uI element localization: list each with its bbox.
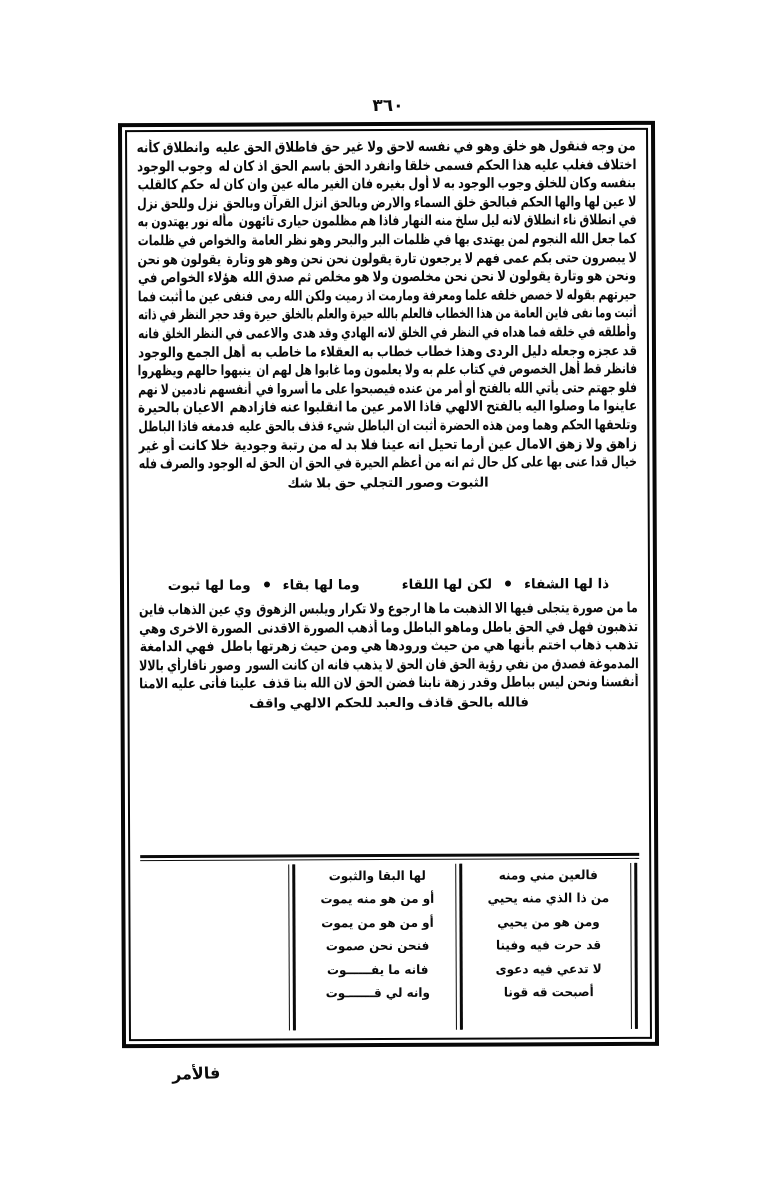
- prose-line-end: أهل الجمع والوجود: [138, 344, 246, 362]
- text-frame-border: [118, 121, 659, 1048]
- verse-couplet: [139, 574, 638, 596]
- prose-line: [138, 453, 637, 475]
- prose-line-start: ونحن هو وتارة يقولون لا نحن نحن مخلصون ولا هو مخلص ثم صدق الله: [243, 268, 637, 287]
- prose-line: [139, 674, 638, 696]
- prose-line-end: فدمغه فاذا الباطل: [138, 419, 235, 436]
- prose-line-end: فهي الدامغة: [139, 639, 215, 656]
- prose-line-end: الاعيان بالحيرة: [138, 400, 224, 417]
- prose-line-start: في انطلاق ناء انطلاق لانه ليل سلخ منه النهار فاذا هم مظلمون حيارى تائهون: [238, 212, 637, 231]
- table-cell: لها البقا والثبوت: [328, 867, 426, 884]
- prose-line-end: حيرة وقد حجر النظر في ذاته: [138, 307, 278, 324]
- table-cell: ومن هو من يحيي: [497, 913, 600, 930]
- verse-table-grid: [140, 863, 640, 1031]
- prose-line-start: فلو جهتم حتى يأتي الله بالفتح أو أمر من عنده فيصبحوا على ما أسروا في: [255, 380, 638, 398]
- prose-block-secondary: [139, 600, 638, 714]
- prose-line-start: وأطلقه في خلقه فما هداه في النظر في الخلق لانه الهادي وقد هدى: [293, 324, 637, 342]
- verse-separator-icon-2: [264, 582, 270, 588]
- prose-line-end: الحق له الوجود والصرف فله: [138, 456, 285, 473]
- verse-hemistich-1b: وما لها بقاء: [282, 577, 360, 594]
- prose-line-start: عاينوا ما وصلوا اليه بالفتح الالهي فاذا الامر عين ما انقلبوا عنه فازادهم: [229, 398, 638, 417]
- prose-line-start: ما من صورة يتجلى فيها الا الذهبت ما ها ارجوع ولا تكرار ويلبس الزهوق: [256, 600, 639, 618]
- prose-line-end: والخواص في ظلمات: [137, 233, 247, 250]
- table-rule-outer-right: [634, 863, 638, 1029]
- table-rule-mid-1: [459, 864, 463, 1030]
- prose-line-start: حيرتهم بقوله لا خصص خلقه علما ومعرفة ومارمت اذ رميت ولكن الله رمى: [257, 287, 637, 305]
- prose-line-start: أثبت وما نفى فاين العامة من هذا الخطاب فالعلم بالله حيرة والعلم بالخلق: [282, 305, 637, 324]
- folio-number: ٣٦٠: [372, 96, 404, 116]
- table-cell: من ذا الذي منه يحيي: [487, 890, 610, 906]
- verse-hemistich-2b: ذا لها الشفاء: [524, 576, 610, 593]
- prose-line-end: علينا فأتى عليه الامنا: [139, 676, 257, 693]
- prose-line-start: تذهب ذهاب اختم بأنها هي من حيث ورودها هي ومن حيث زهرتها باطل: [220, 637, 639, 656]
- prose-line-centered: الثبوت وصور التجلي حق بلا شك: [287, 475, 489, 492]
- prose-line-end: وصور نافارأي بالالا: [139, 657, 241, 675]
- prose-line-end: والاعمى في النظر الخلق فانه: [138, 325, 289, 343]
- prose-line-start: زاهق ولا زهق الامال عين أرما تحيل انه عينا فلا بد له من رتبة وجودية: [234, 435, 638, 454]
- table-cell: أصبحت قه قونا: [503, 984, 594, 1000]
- prose-line-start: اختلاف فغلب عليه هذا الحكم فسمى خلقا وانفرد الحق باسم الحق اذ كان له: [218, 157, 637, 175]
- prose-line-end: وانطلاق كأنه: [137, 140, 211, 157]
- table-cell: قد حرت فيه وفينا: [495, 937, 602, 953]
- prose-line-start: تذهبون فهل في الحق باطل وماهو الباطل وما أذهب الصورة الاقدنى: [257, 619, 639, 637]
- prose-line-start: المدموغة فصدق من نفي رؤية الحق فان الحق لا يذهب فانه ان كانت السور: [245, 656, 639, 674]
- prose-line-end: فنفى عين ما أثبت فما: [137, 288, 253, 306]
- prose-line-end: أنفسهم نادمين لا نهم: [138, 381, 252, 399]
- verse-table: [140, 853, 640, 1031]
- table-cell: فنحن نحن صموت: [325, 937, 430, 954]
- catchword: فالأمر: [171, 1063, 221, 1084]
- prose-line-end: يقولون هو نحن: [137, 251, 222, 269]
- table-rule-mid-2: [292, 864, 296, 1030]
- prose-line-start: أنفسنا ونحن ليس بباطل وقدر زهة نابنا فضن الحق لان الله بنا قذف: [262, 674, 639, 693]
- prose-block-primary: [137, 138, 638, 494]
- prose-line-centered: فالله بالحق قاذف والعبد للحكم الالهي واقف: [249, 695, 529, 712]
- prose-line-end: هؤلاء الخواص في: [137, 270, 238, 287]
- prose-line-start: من وجه فنقول هو خلق وهو في نفسه لاحق ولا غير حق فاطلاق الحق عليه: [215, 138, 637, 157]
- prose-line-start: قد عجزه وجعله دليل الردى وهذا خطاب خطاب به العقلاء ما خاطب به: [250, 342, 638, 361]
- table-cell: أو من هو من يموت: [321, 914, 434, 931]
- prose-line-start: كما جعل الله النجوم لمن يهتدى بها في ظلمات البر والبحر وهو نظر العامة: [251, 231, 637, 249]
- verse-hemistich-1a: وما لها ثبوت: [167, 577, 251, 594]
- table-column-middle: [297, 864, 458, 1031]
- prose-line-start: بنفسه وكان للخلق وجوب الوجود به لا أول بغيره فان الغير ماله عين وان كان له: [209, 175, 637, 194]
- table-cell: فانه ما يفــــــوت: [326, 961, 429, 977]
- table-column-left-empty: [140, 864, 291, 1031]
- prose-line-end: ينبهوا حالهم ويظهروا: [138, 363, 252, 380]
- table-cell: فالعين مني ومنه: [498, 867, 598, 883]
- prose-line-end: الصورة الاخرى وهي: [139, 620, 253, 638]
- table-cell: وانه لي قـــــــوت: [325, 984, 430, 1001]
- prose-line-start: خيال قدا عنى بها على كل حال ثم انه من أعظم الحيرة في الحق ان: [289, 454, 638, 472]
- prose-line-start: فانظر قط أهل الخصوص في كتاب علم به ولا يعلمون وما غابوا هل لهم ان: [256, 361, 638, 380]
- table-cell: أو من هو منه يموت: [320, 891, 435, 907]
- prose-line-end: وي عين الذهاب فاين: [139, 602, 252, 619]
- prose-line-end: خلا كانت أو غير: [138, 437, 230, 454]
- prose-line-start: وتلحقها الحكم وهما ومن هذه الحضرة أثبت ان الباطل شيء قذف بالحق عليه: [239, 417, 638, 435]
- table-column-right: [464, 863, 633, 1030]
- table-cell: لا تدعي فيه دعوى: [495, 960, 602, 977]
- prose-line-end: مأله نور يهتدون به: [137, 214, 234, 231]
- prose-line-start: لا يبصرون حتى بكم عمى فهم لا يرجعون تارة يقولون نحن نحن وهو هو وتارة: [225, 249, 637, 268]
- verse-separator-icon: [505, 580, 511, 586]
- prose-line-end: حكم كالقلب: [137, 177, 205, 194]
- verse-hemistich-2a: لكن لها اللقاء: [401, 576, 493, 593]
- writing-surface: [131, 134, 646, 1035]
- prose-line-start: لا عين لها والها الحكم فبالحق خلق السماء والارض وبالحق انزل القرآن وبالحق: [222, 194, 637, 212]
- prose-line-end: وجوب الوجود: [137, 158, 213, 176]
- prose-line-end: نزل وللحق نزل: [137, 196, 219, 213]
